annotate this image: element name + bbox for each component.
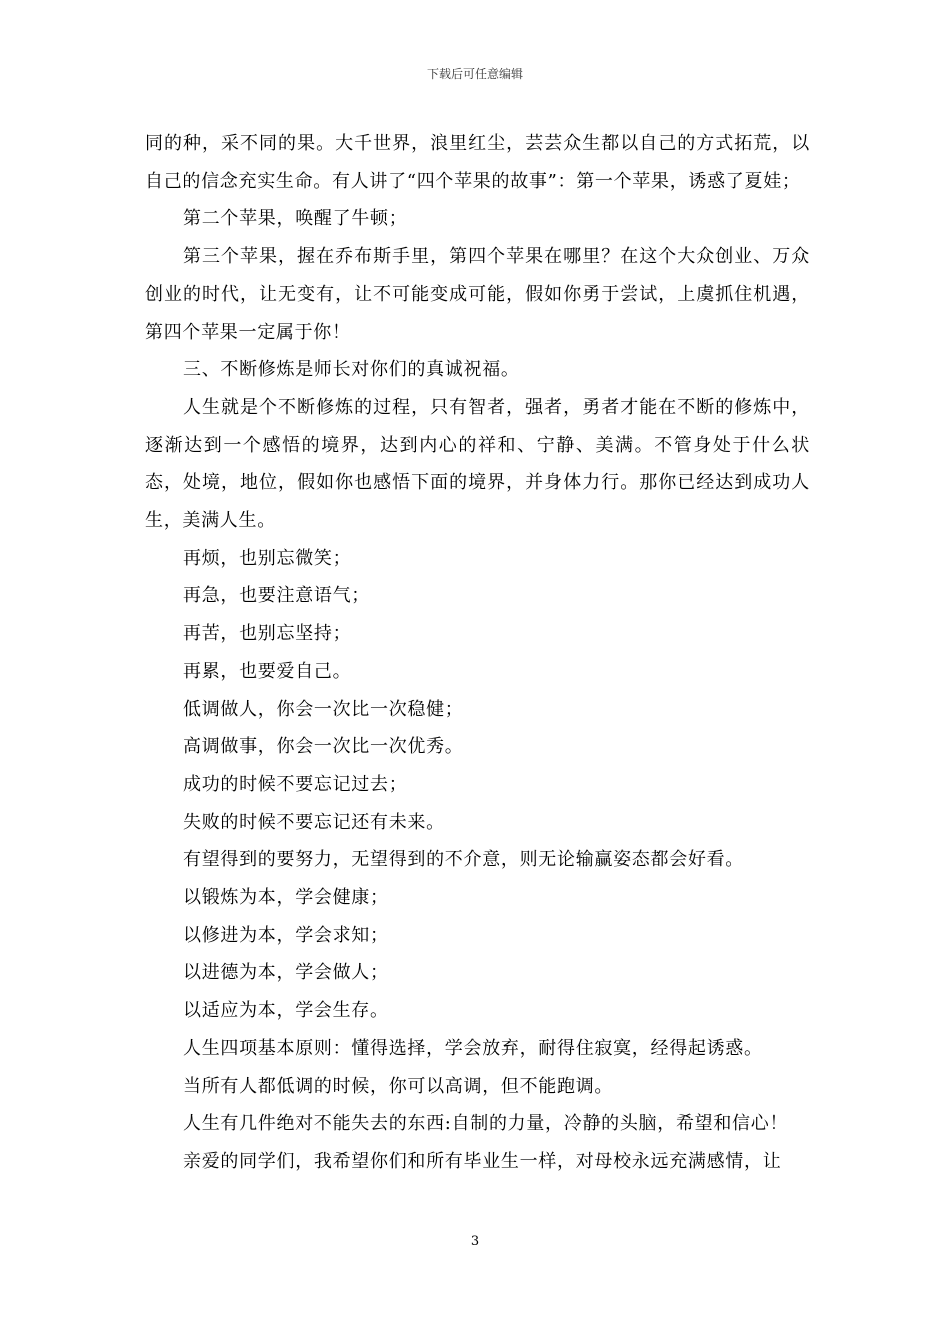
list-line: 当所有人都低调的时候，你可以高调，但不能跑调。 — [183, 1075, 614, 1097]
list-line: 再烦，也别忘微笑； — [183, 547, 352, 569]
list-line: 高调做事，你会一次比一次优秀。 — [183, 736, 464, 758]
paragraph: 第三个苹果，握在乔布斯手里，第四个苹果在哪里？在这个大众创业、万众创业的时代，让无变有，让不可能变成可能，假如你勇于尝试，上虞抓住机遇，第四个苹果一定属于你！ — [145, 246, 810, 343]
page-number: 3 — [470, 1234, 480, 1249]
paragraph: 人生就是个不断修炼的过程，只有智者，强者，勇者才能在不断的修炼中，逐渐达到一个感悟的境界，达到内心的祥和、宁静、美满。不管身处于什么状态，处境，地位，假如你也感悟下面的境界，并身体力行。那你已经达到成功人生，美满人生。 — [145, 396, 810, 532]
page-header: 下载后可任意编辑 — [426, 67, 523, 81]
section-heading: 三、不断修炼是师长对你们的真诚祝福。 — [183, 359, 520, 381]
list-line: 以进德为本，学会做人； — [183, 962, 389, 984]
paragraph: 亲爱的同学们，我希望你们和所有毕业生一样，对母校永远充满感情，让 — [183, 1150, 782, 1172]
list-line: 成功的时候不要忘记过去； — [183, 773, 408, 795]
list-line: 人生四项基本原则：懂得选择，学会放弃，耐得住寂寞，经得起诱惑。 — [183, 1037, 763, 1059]
list-line: 以锻炼为本，学会健康； — [183, 887, 389, 909]
list-line: 再累，也要爱自己。 — [183, 660, 352, 682]
paragraph: 同的种，采不同的果。大千世界，浪里红尘，芸芸众生都以自己的方式拓荒，以自己的信念充实生命。有人讲了“四个苹果的故事”：第一个苹果，诱惑了夏娃； — [145, 133, 810, 192]
list-line: 再急，也要注意语气； — [183, 585, 370, 607]
list-line: 以适应为本，学会生存。 — [183, 1000, 389, 1022]
document-body — [145, 125, 810, 1181]
list-line: 有望得到的要努力，无望得到的不介意，则无论输赢姿态都会好看。 — [183, 849, 744, 871]
list-line: 人生有几件绝对不能失去的东西:自制的力量，冷静的头脑，希望和信心！ — [183, 1113, 789, 1135]
list-line: 低调做人，你会一次比一次稳健； — [183, 698, 464, 720]
list-line: 失败的时候不要忘记还有未来。 — [183, 811, 445, 833]
list-line: 以修进为本，学会求知； — [183, 924, 389, 946]
paragraph: 第二个苹果，唤醒了牛顿； — [183, 208, 408, 230]
list-line: 再苦，也别忘坚持； — [183, 623, 352, 645]
